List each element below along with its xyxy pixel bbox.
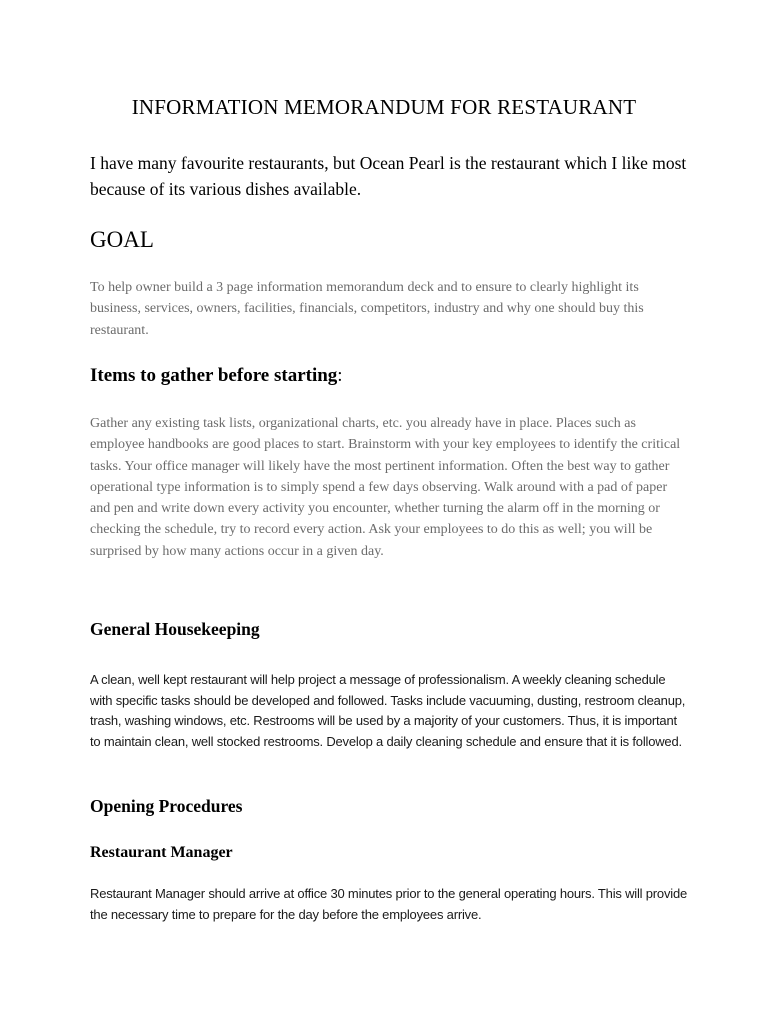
items-heading	[90, 365, 343, 387]
items-heading-text: Items to gather before starting	[90, 365, 338, 386]
items-heading-colon: :	[337, 365, 343, 386]
housekeeping-heading: General Housekeeping	[90, 619, 260, 639]
restaurant-manager-subheading: Restaurant Manager	[90, 844, 233, 861]
intro-paragraph: I have many favourite restaurants, but Ocean Pearl is the restaurant which I like most because of its various dishes available.	[90, 153, 687, 199]
goal-heading: GOAL	[90, 227, 154, 252]
goal-paragraph: To help owner build a 3 page information memorandum deck and to ensure to clearly highlight its business, services, owners, facilities, financials, competitors, industry and why one should buy this restaurant.	[90, 280, 644, 338]
items-paragraph: Gather any existing task lists, organizational charts, etc. you already have in place. Places such as employee handbooks are good places to start. Brainstorm with your key employees to identify the critical tasks. Your office manager will likely have the most pertinent information. Often the best way to gather operational type information is to simply spend a few days observing. Walk around with a pad of paper and pen and write down every activity you encounter, whether turning the alarm off in the morning or checking the schedule, try to record every action. Ask your employees to do this as well; you will be surprised by how many actions occur in a given day.	[90, 416, 681, 559]
restaurant-manager-paragraph: Restaurant Manager should arrive at office 30 minutes prior to the general operating hours. This will provide the necessary time to prepare for the day before the employees arrive.	[90, 886, 688, 922]
document-title: INFORMATION MEMORANDUM FOR RESTAURANT	[131, 95, 637, 119]
opening-procedures-heading: Opening Procedures	[90, 796, 243, 816]
housekeeping-paragraph: A clean, well kept restaurant will help project a message of professionalism. A weekly cleaning schedule with specific tasks should be developed and followed. Tasks include vacuuming, dusting, restroom cleanup, trash, washing windows, etc. Restrooms will be used by a majority of your customers. Thus, it is important to maintain clean, well stocked restrooms. Develop a daily cleaning schedule and ensure that it is followed.	[90, 672, 686, 749]
